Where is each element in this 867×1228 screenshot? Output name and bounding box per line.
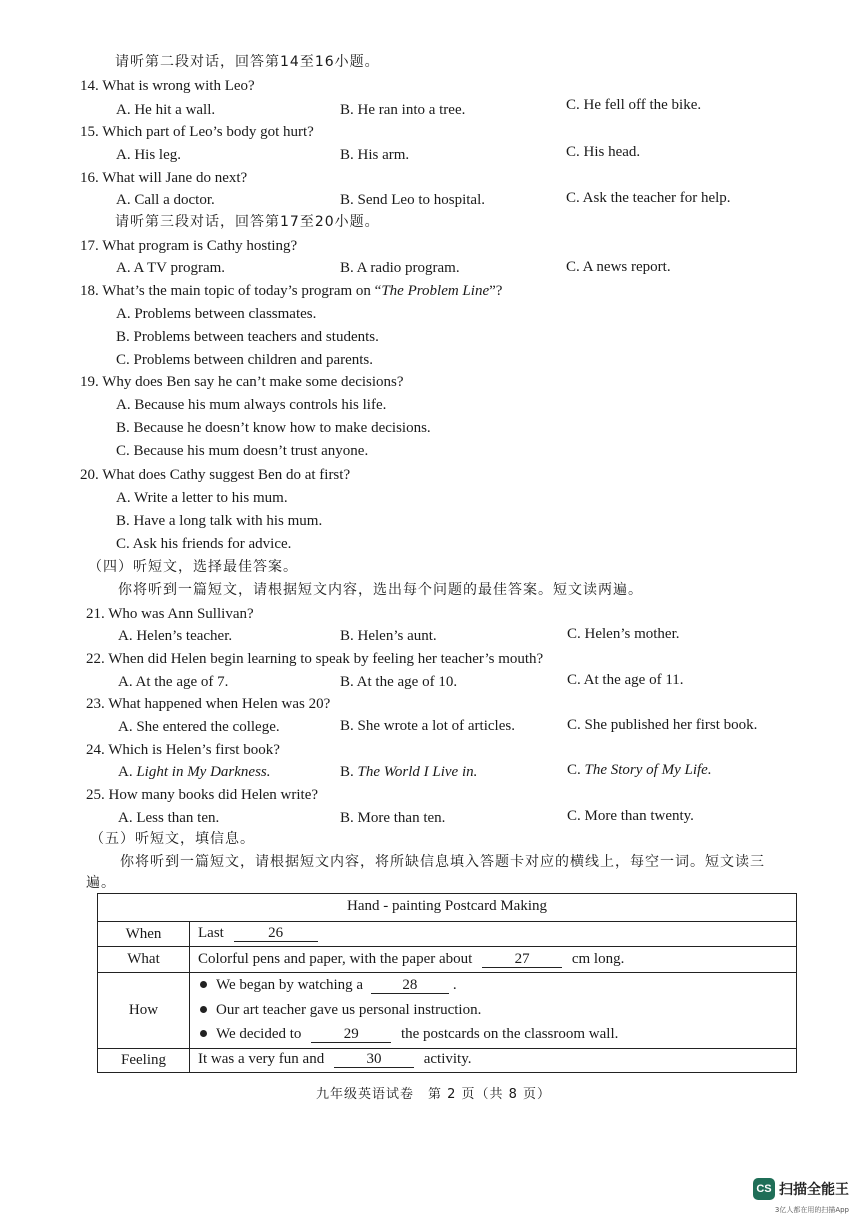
blank-26[interactable]: 26 — [234, 925, 318, 942]
q14-option-a: A. He hit a wall. — [116, 102, 216, 118]
question-22: 22. When did Helen begin learning to speak by feeling her teacher’s mouth? — [86, 651, 544, 667]
q22-option-a: A. At the age of 7. — [118, 674, 229, 690]
question-24: 24. Which is Helen’s first book? — [86, 742, 280, 758]
question-18: 18. What’s the main topic of today’s program on “The Problem Line”? — [80, 283, 503, 299]
scanner-tagline: 3亿人都在用的扫描App — [774, 1206, 849, 1214]
q22-option-c: C. At the age of 11. — [567, 672, 684, 688]
q23-option-a: A. She entered the college. — [118, 719, 280, 735]
q16-option-b: B. Send Leo to hospital. — [340, 192, 485, 208]
q17-option-b: B. A radio program. — [340, 260, 460, 276]
bullet-icon — [200, 1006, 207, 1013]
bullet-icon — [200, 1030, 207, 1037]
page-footer: 九年级英语试卷 第 2 页（共 8 页） — [315, 1087, 552, 1102]
q24-option-b: B. The World I Live in. — [340, 764, 478, 780]
q14-option-b: B. He ran into a tree. — [340, 102, 466, 118]
q23-option-b: B. She wrote a lot of articles. — [340, 718, 515, 734]
section3-instruction: 请听第三段对话，回答第17至20小题。 — [115, 214, 380, 230]
q18-option-b: B. Problems between teachers and students. — [116, 329, 379, 345]
how-item-1: We began by watching a 28 . — [198, 977, 790, 994]
q25-option-a: A. Less than ten. — [118, 810, 220, 826]
question-21: 21. Who was Ann Sullivan? — [86, 606, 254, 622]
scanner-watermark — [753, 1178, 849, 1200]
how-item-3: We decided to 29 the postcards on the classroom wall. — [198, 1026, 790, 1043]
question-17: 17. What program is Cathy hosting? — [80, 238, 298, 254]
q17-option-a: A. A TV program. — [116, 260, 226, 276]
q20-option-a: A. Write a letter to his mum. — [116, 490, 288, 506]
how-item-2: Our art teacher gave us personal instruction. — [198, 1002, 790, 1019]
q19-option-a: A. Because his mum always controls his life. — [116, 397, 387, 413]
blank-29[interactable]: 29 — [311, 1026, 391, 1043]
q17-option-c: C. A news report. — [566, 259, 671, 275]
table-row-when — [98, 921, 796, 946]
camscanner-logo-icon: CS — [753, 1178, 775, 1200]
part5-instruction-end: 遍。 — [86, 875, 116, 891]
q21-option-b: B. Helen’s aunt. — [340, 628, 437, 644]
table-row-what — [98, 946, 796, 972]
q25-option-b: B. More than ten. — [340, 810, 446, 826]
label-what: What — [98, 947, 190, 972]
blank-30[interactable]: 30 — [334, 1051, 414, 1068]
cell-feeling: It was a very fun and 30 activity. — [198, 1051, 472, 1067]
cell-when: Last 26 — [198, 925, 790, 942]
section2-instruction: 请听第二段对话，回答第14至16小题。 — [115, 54, 380, 70]
q20-option-b: B. Have a long talk with his mum. — [116, 513, 323, 529]
q20-option-c: C. Ask his friends for advice. — [116, 536, 292, 552]
q21-option-c: C. Helen’s mother. — [567, 626, 680, 642]
q15-option-b: B. His arm. — [340, 147, 410, 163]
part4-title: （四）听短文，选择最佳答案。 — [88, 559, 298, 575]
q19-option-b: B. Because he doesn’t know how to make decisions. — [116, 420, 431, 436]
q24-option-a: A. Light in My Darkness. — [118, 764, 271, 780]
question-25: 25. How many books did Helen write? — [86, 787, 319, 803]
q15-option-c: C. His head. — [566, 144, 641, 160]
q15-option-a: A. His leg. — [116, 147, 181, 163]
table-title: Hand - painting Postcard Making — [347, 898, 547, 914]
q18-option-c: C. Problems between children and parents. — [116, 352, 374, 368]
info-table — [97, 893, 797, 1073]
question-23: 23. What happened when Helen was 20? — [86, 696, 331, 712]
question-15: 15. Which part of Leo’s body got hurt? — [80, 124, 314, 140]
q21-option-a: A. Helen’s teacher. — [118, 628, 233, 644]
label-how: How — [98, 973, 190, 1048]
label-feeling: Feeling — [98, 1049, 190, 1072]
bullet-icon — [200, 981, 207, 988]
q18-option-a: A. Problems between classmates. — [116, 306, 317, 322]
cell-what: Colorful pens and paper, with the paper about 27 cm long. — [198, 951, 625, 967]
q16-option-a: A. Call a doctor. — [116, 192, 215, 208]
question-19: 19. Why does Ben say he can’t make some decisions? — [80, 374, 404, 390]
q16-option-c: C. Ask the teacher for help. — [566, 190, 731, 206]
table-title-row — [98, 894, 796, 921]
q14-option-c: C. He fell off the bike. — [566, 97, 702, 113]
question-20: 20. What does Cathy suggest Ben do at first? — [80, 467, 351, 483]
question-16: 16. What will Jane do next? — [80, 170, 248, 186]
table-row-feeling — [98, 1048, 796, 1072]
q24-option-c: C. The Story of My Life. — [567, 762, 712, 778]
blank-28[interactable]: 28 — [371, 977, 449, 994]
part5-instruction: 你将听到一篇短文，请根据短文内容，将所缺信息填入答题卡对应的横线上，每空一词。短文读三 — [120, 854, 765, 870]
part4-instruction: 你将听到一篇短文，请根据短文内容，选出每个问题的最佳答案。短文读两遍。 — [118, 582, 643, 598]
q25-option-c: C. More than twenty. — [567, 808, 694, 824]
part5-title: （五）听短文，填信息。 — [90, 831, 255, 847]
q19-option-c: C. Because his mum doesn’t trust anyone. — [116, 443, 369, 459]
blank-27[interactable]: 27 — [482, 951, 562, 968]
q23-option-c: C. She published her first book. — [567, 717, 758, 733]
scanner-app-name: 扫描全能王 — [779, 1182, 849, 1198]
table-row-how — [98, 972, 796, 1048]
question-14: 14. What is wrong with Leo? — [80, 78, 255, 94]
label-when: When — [98, 922, 190, 946]
q22-option-b: B. At the age of 10. — [340, 674, 458, 690]
